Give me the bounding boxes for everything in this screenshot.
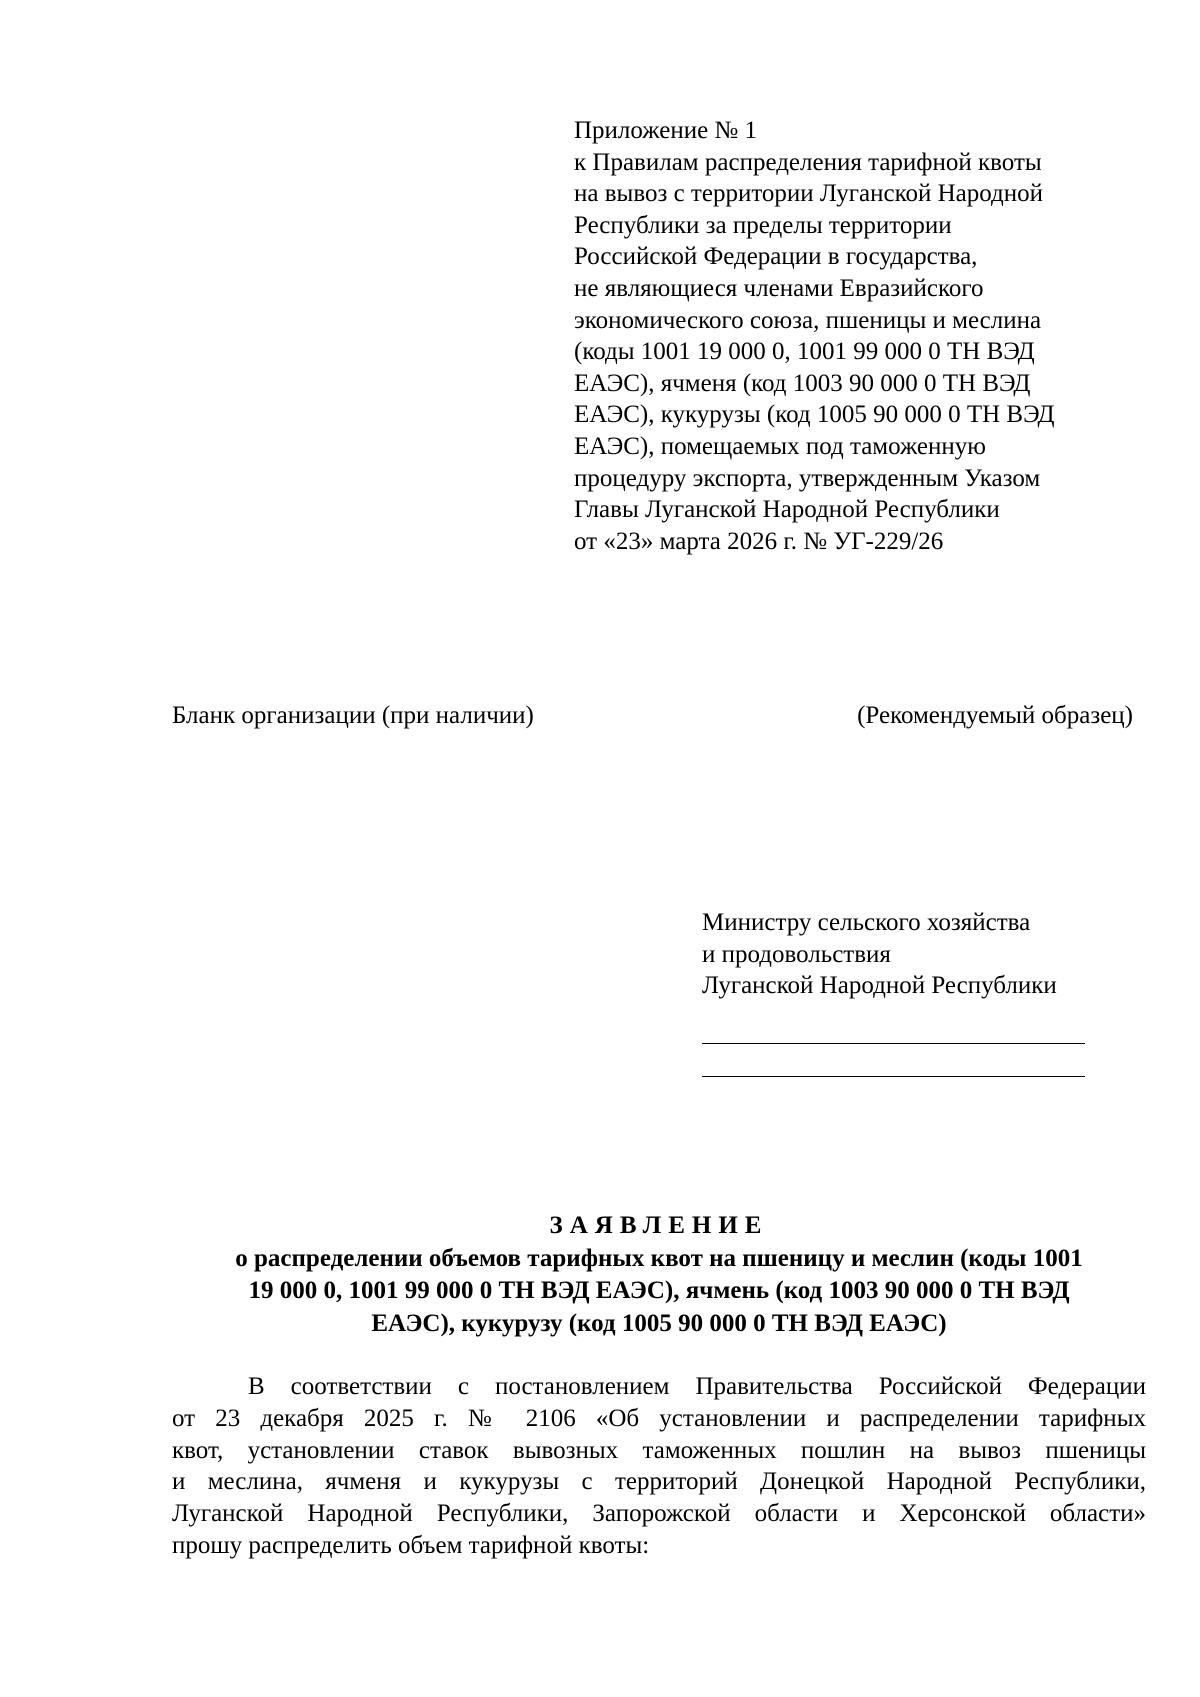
addressee-name-blank-line (702, 1076, 1085, 1077)
appendix-line: Приложение № 1 (574, 117, 758, 144)
appendix-line: ЕАЭС), ячменя (код 1003 90 000 0 ТН ВЭД (574, 369, 1031, 397)
title-line: о распределении объемов тарифных квот на пшеницу и меслин (коды 1001 (235, 1244, 1083, 1272)
appendix-line: не являющиеся членами Евразийского (574, 274, 984, 302)
document-title (172, 1210, 1146, 1340)
appendix-line: Главы Луганской Народной Республики (574, 496, 1000, 524)
appendix-line: (коды 1001 19 000 0, 1001 99 000 0 ТН ВЭД (574, 338, 1035, 366)
body-line: прошу распределить объем тарифной квоты: (172, 1531, 650, 1559)
appendix-line: процедуру экспорта, утвержденным Указом (574, 464, 1041, 492)
appendix-line: ЕАЭС), кукурузы (код 1005 90 000 0 ТН ВЭД (574, 401, 1055, 429)
appendix-line: к Правилам распределения тарифной квоты (574, 148, 1042, 176)
appendix-reference-block (574, 115, 1134, 557)
appendix-line: от «23» марта 2026 г. № УГ-229/26 (574, 527, 944, 555)
body-line: и меслина, ячменя и кукурузы с территорий Донецкой Народной Республики, (172, 1468, 1146, 1496)
appendix-line: экономического союза, пшеницы и меслина (574, 306, 1042, 334)
addressee-name-blank-line (702, 1043, 1085, 1044)
addressee-line: Луганской Народной Республики (702, 972, 1057, 999)
title-line: 19 000 0, 1001 99 000 0 ТН ВЭД ЕАЭС), ячмень (код 1003 90 000 0 ТН ВЭД (248, 1277, 1070, 1304)
addressee-block (702, 907, 1142, 1002)
appendix-line: на вывоз с территории Луганской Народной (574, 180, 1044, 208)
appendix-line: ЕАЭС), помещаемых под таможенную (574, 432, 986, 460)
body-line: от 23 декабря 2025 г. № 2106 «Об установлении и распределении тарифных (172, 1404, 1146, 1432)
body-line: Луганской Народной Республики, Запорожской области и Херсонской области» (172, 1500, 1146, 1528)
appendix-line: Республики за пределы территории (574, 211, 952, 239)
title-heading: ЗАЯВЛЕНИЕ (549, 1212, 769, 1239)
body-paragraph (172, 1371, 1146, 1562)
body-line: квот, установлении ставок вывозных таможенных пошлин на вывоз пшеницы (172, 1436, 1146, 1464)
recommended-sample-label: (Рекомендуемый образец) (857, 702, 1133, 729)
appendix-line: Российской Федерации в государства, (574, 243, 978, 271)
title-line: ЕАЭС), кукурузу (код 1005 90 000 0 ТН ВЭД ЕАЭС) (371, 1309, 947, 1337)
addressee-line: и продовольствия (702, 940, 891, 968)
body-line: В соответствии с постановлением Правительства Российской Федерации (248, 1373, 1146, 1400)
addressee-line: Министру сельского хозяйства (702, 909, 1031, 936)
organization-letterhead-label: Бланк организации (при наличии) (172, 702, 534, 729)
